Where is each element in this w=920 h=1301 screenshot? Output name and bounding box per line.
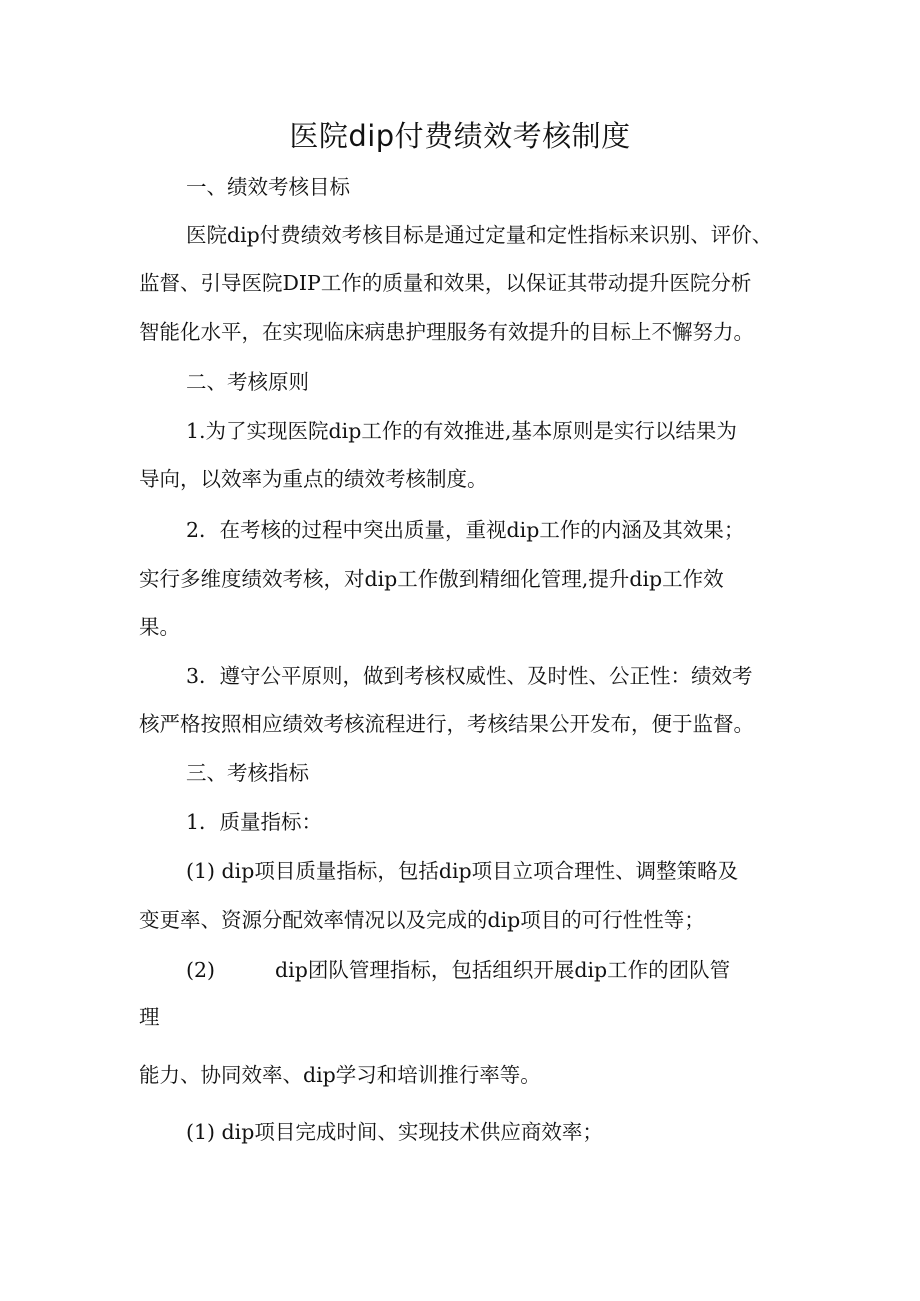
paragraph-line: 能力、协同效率、dip学习和培训推行率等。 bbox=[139, 1063, 541, 1087]
paragraph-line: 3．遵守公平原则，做到考核权威性、及时性、公正性：绩效考 bbox=[186, 664, 753, 688]
section-heading-goals: 一、绩效考核目标 bbox=[186, 175, 350, 199]
paragraph-line: 1.为了实现医院dip工作的有效推进,基本原则是实行以结果为 bbox=[186, 419, 737, 443]
paragraph-line: 监督、引导医院DIP工作的质量和效果，以保证其带动提升医院分析 bbox=[139, 271, 752, 295]
section-heading-indicators: 三、考核指标 bbox=[186, 761, 309, 785]
paragraph-line: 变更率、资源分配效率情况以及完成的dip项目的可行性性等； bbox=[139, 908, 705, 932]
subsection-heading-quality: 1．质量指标： bbox=[186, 810, 323, 834]
paragraph-line bbox=[186, 955, 730, 985]
paragraph-line: (1) dip项目质量指标，包括dip项目立项合理性、调整策略及 bbox=[186, 859, 739, 883]
paragraph-line: 实行多维度绩效考核，对dip工作傲到精细化管理,提升dip工作效 bbox=[139, 567, 724, 591]
section-heading-principles: 二、考核原则 bbox=[186, 370, 309, 394]
paragraph-line: 医院dip付费绩效考核目标是通过定量和定性指标来识别、评价、 bbox=[186, 223, 773, 247]
document-title: 医院dip付费绩效考核制度 bbox=[289, 119, 631, 153]
paragraph-line: 果。 bbox=[139, 615, 180, 639]
paragraph-line: 导向，以效率为重点的绩效考核制度。 bbox=[139, 467, 488, 491]
list-text: dip团队管理指标，包括组织开展dip工作的团队管 bbox=[275, 958, 731, 982]
paragraph-line: (1) dip项目完成时间、实现技术供应商效率； bbox=[186, 1120, 603, 1144]
paragraph-line: 2．在考核的过程中突出质量，重视dip工作的内涵及其效果； bbox=[186, 518, 745, 542]
paragraph-line: 核严格按照相应绩效考核流程进行，考核结果公开发布，便于监督。 bbox=[139, 712, 754, 736]
paragraph-line: 智能化水平，在实现临床病患护理服务有效提升的目标上不懈努力。 bbox=[139, 320, 754, 344]
list-number: (2) bbox=[186, 958, 216, 982]
paragraph-line: 理 bbox=[139, 1005, 160, 1029]
